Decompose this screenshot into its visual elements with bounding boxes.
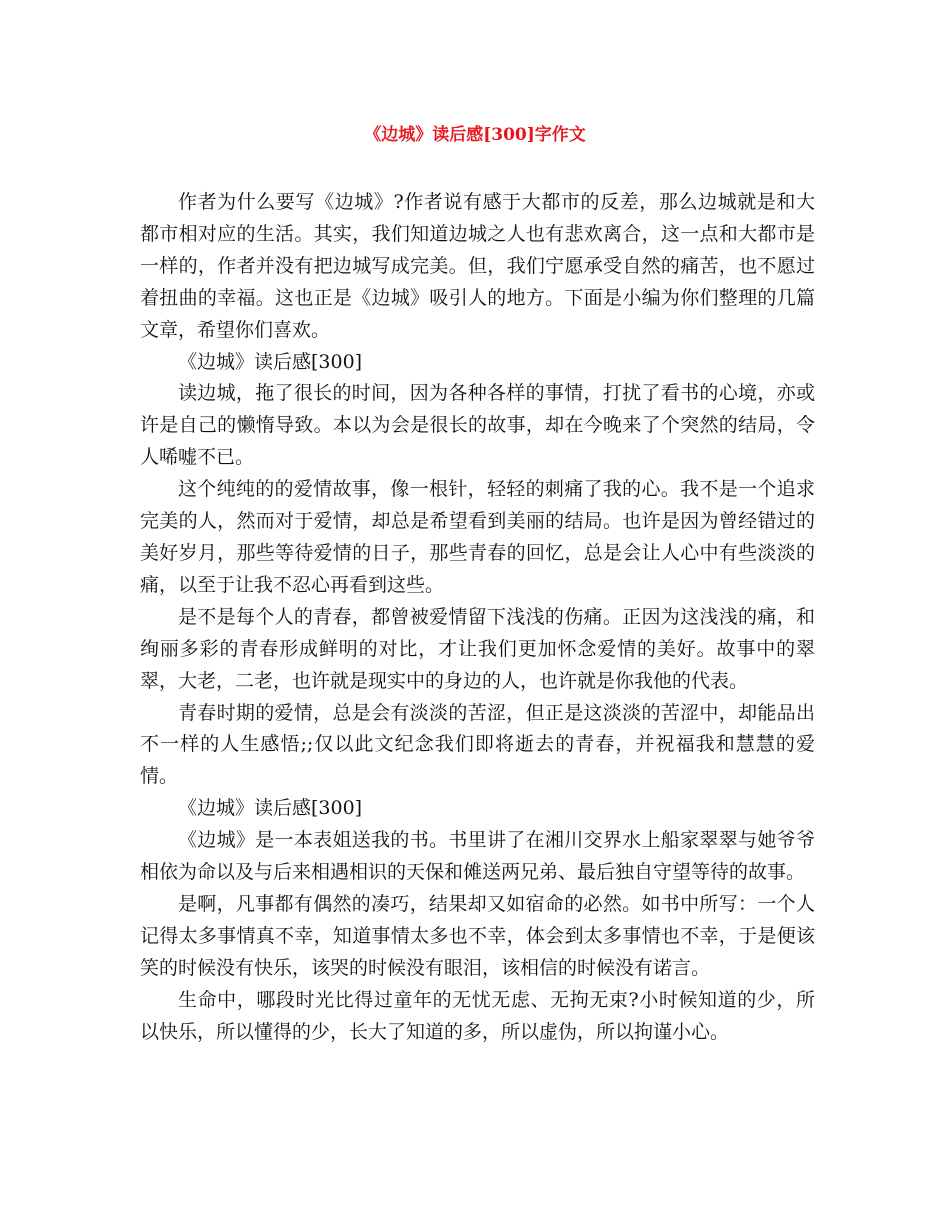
paragraph: 读边城，拖了很长的时间，因为各种各样的事情，打扰了看书的心境，亦或许是自己的懒惰导致。本以为会是很长的故事，却在今晚来了个突然的结局，令人唏嘘不已。 [140,382,815,469]
paragraph: 《边城》是一本表姐送我的书。书里讲了在湘川交界水上船家翠翠与她爷爷相依为命以及与后来相遇相识的天保和傩送两兄弟、最后独自守望等待的故事。 [140,829,815,884]
section-heading: 《边城》读后感[300] [178,350,363,373]
document-title: 《边城》读后感[300]字作文 [364,125,586,145]
paragraph: 生命中，哪段时光比得过童年的无忧无虑、无拘无束?小时候知道的少，所以快乐，所以懂得的少，长大了知道的多，所以虚伪，所以拘谨小心。 [140,988,815,1043]
paragraph: 这个纯纯的的爱情故事，像一根针，轻轻的刺痛了我的心。我不是一个追求完美的人，然而对于爱情，却总是希望看到美丽的结局。也许是因为曾经错过的美好岁月，那些等待爱情的日子，那些青春的回忆，总是会让人心中有些淡淡的痛，以至于让我不忍心再看到这些。 [140,478,815,596]
paragraph-intro: 作者为什么要写《边城》?作者说有感于大都市的反差，那么边城就是和大都市相对应的生活。其实，我们知道边城之人也有悲欢离合，这一点和大都市是一样的，作者并没有把边城写成完美。但，我们宁愿承受自然的痛苦，也不愿过着扭曲的幸福。这也正是《边城》吸引人的地方。下面是小编为你们整理的几篇文章，希望你们喜欢。 [140,191,815,341]
document-body [140,187,815,1048]
section-heading: 《边城》读后感[300] [178,797,363,820]
paragraph: 是不是每个人的青春，都曾被爱情留下浅浅的伤痛。正因为这浅浅的痛，和绚丽多彩的青春形成鲜明的对比，才让我们更加怀念爱情的美好。故事中的翠翠，大老，二老，也许就是现实中的身边的人，也许就是你我他的代表。 [140,605,815,692]
paragraph: 是啊，凡事都有偶然的凑巧，结果却又如宿命的必然。如书中所写：一个人记得太多事情真不幸，知道事情太多也不幸，体会到太多事情也不幸，于是便该笑的时候没有快乐，该哭的时候没有眼泪，该相信的时候没有诺言。 [140,892,815,979]
paragraph: 青春时期的爱情，总是会有淡淡的苦涩，但正是这淡淡的苦涩中，却能品出不一样的人生感悟;;仅以此文纪念我们即将逝去的青春，并祝福我和慧慧的爱情。 [140,701,815,788]
